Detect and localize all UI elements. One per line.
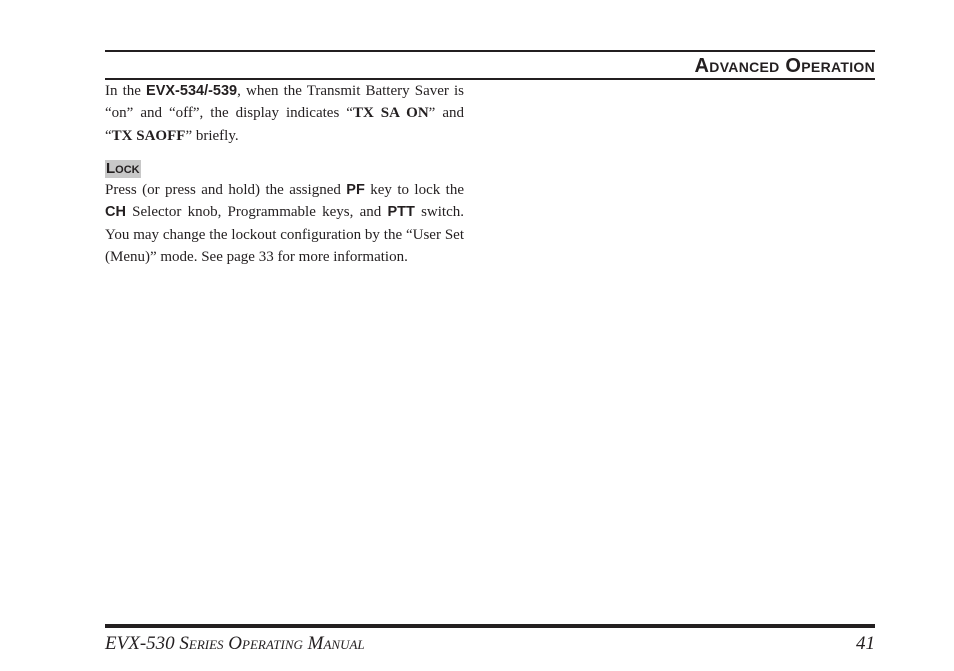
- lock-text-1: Press (or press and hold) the assigned: [105, 182, 347, 198]
- ch-knob-label: CH: [105, 204, 126, 221]
- para1-text-3: ” and “: [105, 105, 464, 144]
- lock-section-heading: Lock: [106, 160, 140, 177]
- footer-rule: [105, 624, 875, 628]
- manual-title: EVX-530 Series Operating Manual: [105, 633, 365, 654]
- pf-key-label: PF: [346, 182, 365, 198]
- display-text-tx-sa-on: TX SA ON: [352, 105, 429, 122]
- page-number: 41: [856, 633, 875, 654]
- para1-text-4: ” briefly.: [185, 127, 239, 144]
- ptt-switch-label: PTT: [387, 204, 415, 221]
- lock-paragraph: [105, 179, 464, 269]
- battery-saver-paragraph: [105, 80, 464, 147]
- lock-text-3: Selector knob, Programmable keys, and: [125, 204, 388, 221]
- display-text-tx-saoff: TX SAOFF: [111, 127, 186, 144]
- lock-text-4: switch. You may change the lockout configuration by the “User Set (Menu)” mode. See page 33 for more information.: [105, 204, 464, 266]
- model-number: EVX-534/-539: [146, 83, 238, 99]
- page-section-title: Advanced Operation: [694, 55, 875, 77]
- header-top-rule: [105, 50, 875, 52]
- lock-text-2: key to lock the: [364, 182, 464, 198]
- para1-text-2: , when the Transmit Battery Saver is “on” and “off”, the display indicates “: [105, 83, 464, 122]
- para1-text-1: In the: [105, 83, 147, 99]
